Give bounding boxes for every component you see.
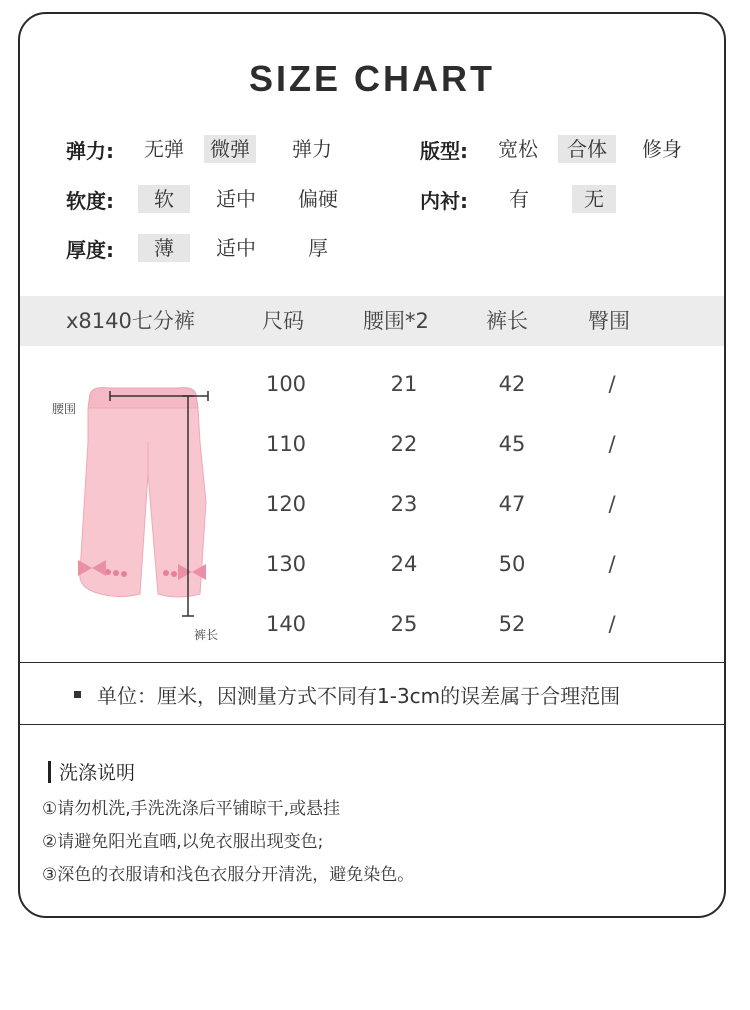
lining-label: 内衬: (420, 188, 468, 213)
unit-note-text: 单位：厘米，因测量方式不同有1-3cm的误差属于合理范围 (97, 684, 621, 708)
elasticity-option-elastic: 弹力 (292, 137, 332, 161)
length-cell: 45 (498, 432, 526, 456)
waist-cell: 22 (390, 432, 418, 456)
note-divider-bottom (20, 724, 726, 725)
hip-cell: / (608, 432, 616, 456)
softness-row (66, 184, 344, 214)
lining-row (420, 184, 616, 214)
thickness-option-thin: 薄 (138, 234, 190, 262)
thickness-option-thick: 厚 (308, 236, 328, 260)
fit-option-regular: 合体 (558, 135, 616, 163)
flower-trim (113, 570, 119, 576)
flower-trim (163, 570, 169, 576)
size-cell: 110 (265, 432, 307, 456)
flower-trim (171, 571, 177, 577)
waist-cell: 23 (390, 492, 418, 516)
washing-item: ②请避免阳光直晒,以免衣服出现变色; (42, 832, 324, 852)
thickness-option-medium: 适中 (216, 236, 256, 260)
length-cell: 47 (498, 492, 526, 516)
washing-title (48, 758, 135, 785)
size-table-header (20, 296, 726, 346)
waist-cell: 25 (390, 612, 418, 636)
header-product: x8140七分裤 (66, 309, 195, 333)
hip-cell: / (608, 372, 616, 396)
note-divider-top (20, 662, 726, 663)
elasticity-option-slight: 微弹 (204, 135, 256, 163)
thickness-row (66, 233, 344, 263)
washing-item: ③深色的衣服请和浅色衣服分开清洗，避免染色。 (42, 865, 415, 885)
size-cell: 140 (265, 612, 307, 636)
header-length: 裤长 (486, 309, 528, 333)
hip-cell: / (608, 492, 616, 516)
thickness-label: 厚度: (66, 237, 114, 262)
softness-option-stiff: 偏硬 (298, 187, 338, 211)
fit-option-loose: 宽松 (498, 137, 538, 161)
hip-cell: / (608, 612, 616, 636)
pants-waistband (88, 388, 198, 408)
pants-diagram (48, 382, 248, 642)
size-cell: 100 (265, 372, 307, 396)
length-label: 裤长 (194, 628, 219, 642)
length-cell: 50 (498, 552, 526, 576)
softness-option-medium: 适中 (216, 187, 256, 211)
size-chart-card (18, 12, 726, 918)
unit-note (74, 680, 620, 709)
washing-title-text: 洗涤说明 (59, 762, 136, 784)
lining-option-yes: 有 (509, 187, 529, 211)
header-waist: 腰围*2 (363, 309, 429, 333)
elasticity-option-none: 无弹 (144, 137, 184, 161)
waist-cell: 24 (390, 552, 418, 576)
size-cell: 120 (265, 492, 307, 516)
header-hip: 臀围 (588, 309, 630, 333)
lining-option-no: 无 (572, 185, 616, 213)
elasticity-row (66, 134, 338, 164)
waist-cell: 21 (390, 372, 418, 396)
bullet-icon (74, 691, 81, 698)
softness-label: 软度: (66, 188, 114, 213)
page-title: SIZE CHART (249, 58, 495, 99)
length-cell: 42 (498, 372, 526, 396)
waist-label: 腰围 (52, 402, 77, 416)
washing-item: ①请勿机洗,手洗洗涤后平铺晾干,或悬挂 (42, 799, 341, 819)
fit-row (420, 134, 688, 164)
fit-option-slim: 修身 (642, 137, 682, 161)
header-size: 尺码 (262, 309, 304, 333)
pants-illustration (48, 382, 248, 642)
hip-cell: / (608, 552, 616, 576)
flower-trim (121, 571, 127, 577)
softness-option-soft: 软 (138, 185, 190, 213)
elasticity-label: 弹力: (66, 138, 114, 163)
length-cell: 52 (498, 612, 526, 636)
size-cell: 130 (265, 552, 307, 576)
title-bar (48, 761, 51, 783)
fit-label: 版型: (420, 138, 468, 163)
